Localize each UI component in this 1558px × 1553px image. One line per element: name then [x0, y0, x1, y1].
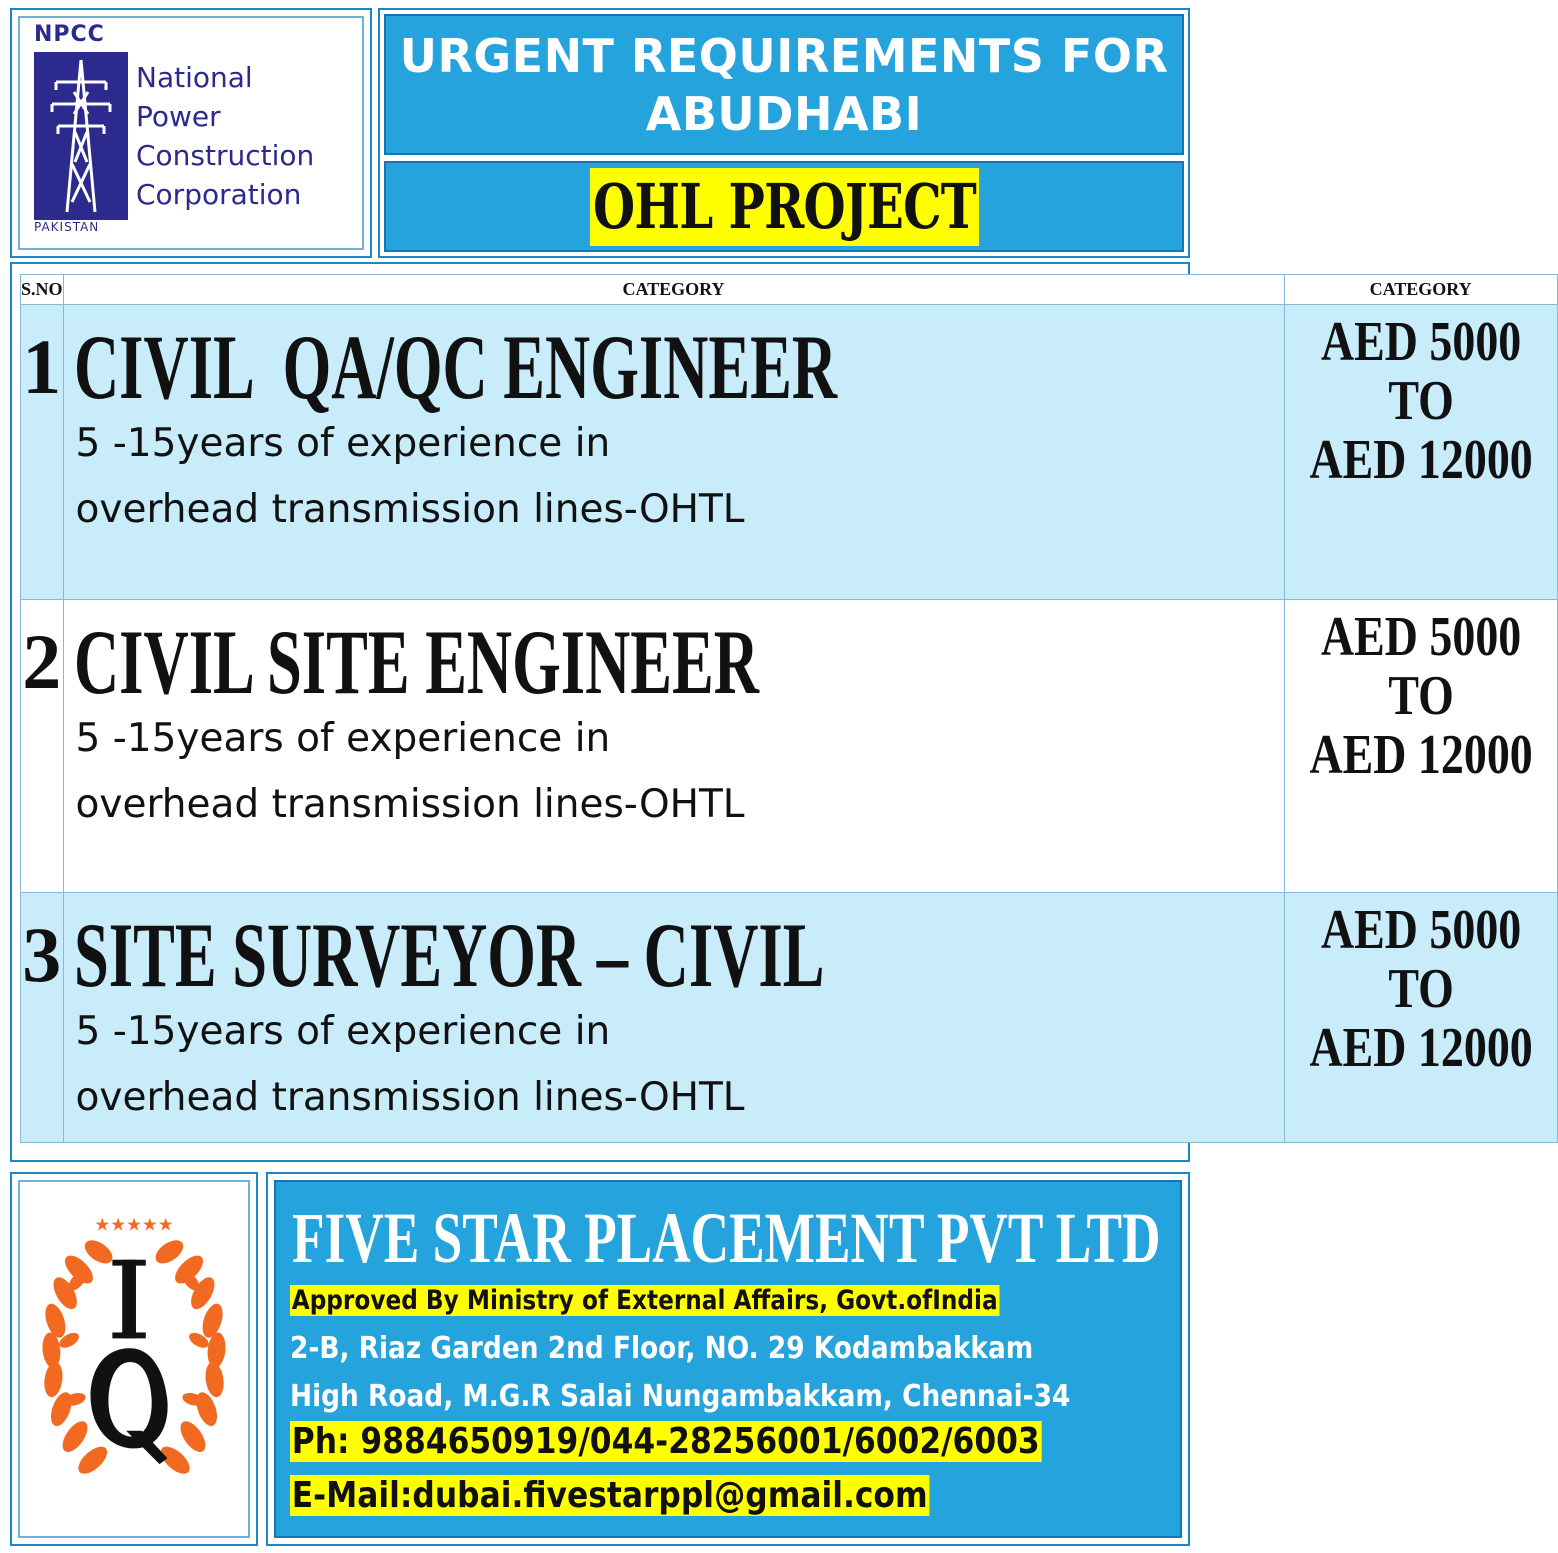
salary-cell: [1284, 893, 1557, 1143]
job-title: CIVIL QA/QC ENGINEER: [73, 316, 837, 418]
npcc-name-line: Power: [136, 100, 221, 133]
title-line-1: URGENT REQUIREMENTS FOR: [399, 28, 1169, 83]
phone-line: [290, 1420, 1041, 1464]
laurel-wreath-iq-logo-icon: [18, 1180, 250, 1538]
salary-max: AED 12000: [1309, 429, 1533, 491]
email-text: E-Mail:dubai.fivestarppl@gmail.com: [291, 1475, 928, 1516]
row-number: 3: [21, 893, 64, 1143]
job-cell: [63, 893, 1284, 1143]
project-block: [384, 161, 1184, 252]
row-number: 2: [21, 600, 64, 893]
salary-cell: [1284, 305, 1557, 600]
svg-text:★★★★★: ★★★★★: [94, 1215, 174, 1236]
salary-min: AED 5000: [1320, 606, 1521, 668]
salary-to: TO: [1387, 370, 1454, 432]
job-cell: [63, 600, 1284, 893]
header-salary: CATEGORY: [1284, 275, 1557, 305]
job-description-line: 5 -15years of experience in: [75, 1009, 611, 1054]
npcc-full-name: [136, 58, 362, 214]
job-title: SITE SURVEYOR – CIVIL: [73, 904, 824, 1006]
table-row: [21, 600, 1558, 893]
job-description-line: overhead transmission lines-OHTL: [75, 487, 745, 532]
phone-text: Ph: 9884650919/044-28256001/6002/6003: [291, 1421, 1040, 1462]
npcc-abbreviation: NPCC: [34, 22, 105, 47]
job-table-panel: [10, 262, 1533, 1162]
job-description: [76, 999, 1284, 1131]
job-description-line: overhead transmission lines-OHTL: [75, 782, 745, 827]
approval-line: [290, 1282, 999, 1320]
page-title: [400, 27, 1169, 143]
salary-min: AED 5000: [1320, 311, 1521, 373]
npcc-logo-panel: [10, 8, 372, 258]
header-sno: S.NO: [21, 275, 64, 305]
company-info-block: [274, 1180, 1182, 1538]
address-line-1: 2-B, Riaz Garden 2nd Floor, NO. 29 Kodambakkam: [290, 1331, 1034, 1366]
job-table: [20, 274, 1558, 1143]
header-panel: [378, 8, 1190, 258]
address-line-2: High Road, M.G.R Salai Nungambakkam, Chennai-34: [290, 1379, 1071, 1414]
approval-text: Approved By Ministry of External Affairs, Govt.ofIndia: [291, 1285, 998, 1316]
salary-max: AED 12000: [1309, 1017, 1533, 1079]
job-description: [76, 411, 1284, 543]
job-title: CIVIL SITE ENGINEER: [73, 611, 759, 713]
salary-max: AED 12000: [1309, 724, 1533, 786]
table-header-row: [21, 275, 1558, 305]
npcc-name-line: Construction: [136, 139, 315, 172]
salary-to: TO: [1387, 958, 1454, 1020]
npcc-name-line: Corporation: [136, 178, 302, 211]
job-description-line: overhead transmission lines-OHTL: [75, 1075, 745, 1120]
table-row: [21, 305, 1558, 600]
company-info-panel: [266, 1172, 1190, 1546]
table-row: [21, 893, 1558, 1143]
salary-cell: [1284, 600, 1557, 893]
header-category: CATEGORY: [63, 275, 1284, 305]
salary-min: AED 5000: [1320, 899, 1521, 961]
title-line-2: ABUDHABI: [645, 86, 923, 141]
job-description: [76, 706, 1284, 838]
job-cell: [63, 305, 1284, 600]
company-name: FIVE STAR PLACEMENT PVT LTD: [292, 1198, 1161, 1278]
company-emblem-panel: [10, 1172, 258, 1546]
job-description-line: 5 -15years of experience in: [75, 421, 611, 466]
row-number: 1: [21, 305, 64, 600]
job-description-line: 5 -15years of experience in: [75, 716, 611, 761]
npcc-country: PAKISTAN: [34, 220, 100, 234]
header-title-block: [384, 14, 1184, 155]
transmission-tower-icon: [34, 52, 128, 220]
project-label: OHL PROJECT: [589, 168, 978, 246]
salary-to: TO: [1387, 665, 1454, 727]
npcc-name-line: National: [136, 61, 253, 94]
email-line: [290, 1474, 929, 1518]
